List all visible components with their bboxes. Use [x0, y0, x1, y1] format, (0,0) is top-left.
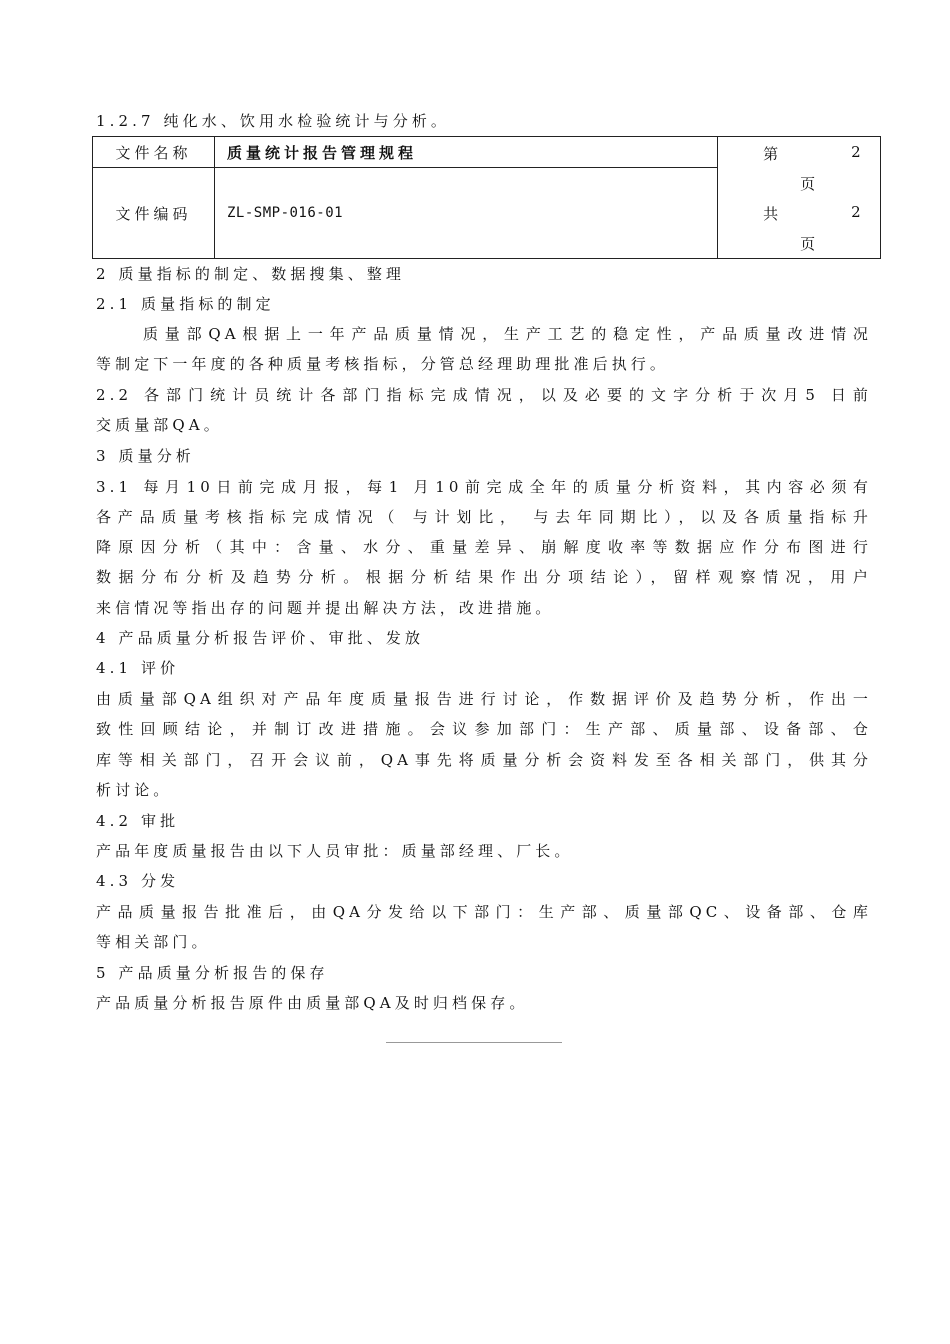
section-3-1-paragraph-line: 各产品质量考核指标完成情况（ 与计划比， 与去年同期比），以及各质量指标升 [96, 508, 872, 526]
page-total-number: 2 [851, 203, 861, 221]
page-current-number: 2 [851, 143, 861, 161]
section-3-1-paragraph-line: 3.1 每月10日前完成月报，每1 月10前完成全年的质量分析资料，其内容必须有 [96, 478, 872, 496]
section-2-1-title: 2.1 质量指标的制定 [96, 295, 275, 313]
file-name-value: 质量统计报告管理规程 [215, 137, 718, 168]
section-4-1-title: 4.1 评价 [96, 659, 180, 677]
page-total-label: 共 [763, 205, 779, 223]
section-2-2-paragraph-line: 2.2 各部门统计员统计各部门指标完成情况，以及必要的文字分析于次月5 日前 [96, 386, 872, 404]
section-4-1-paragraph-line: 致性回顾结论，并制订改进措施。会议参加部门：生产部、质量部、设备部、仓 [96, 720, 872, 738]
section-4-1-paragraph-line: 析讨论。 [96, 781, 173, 799]
section-5-paragraph-line: 产品质量分析报告原件由质量部QA及时归档保存。 [96, 994, 529, 1012]
section-3-1-paragraph-line: 降原因分析（其中：含量、水分、重量差异、崩解度收率等数据应作分布图进行 [96, 538, 872, 556]
page-current-label: 第 [763, 145, 779, 163]
page-unit-2: 页 [800, 235, 816, 253]
section-4-2-title: 4.2 审批 [96, 812, 180, 830]
section-4-title: 4 产品质量分析报告评价、审批、发放 [96, 629, 425, 647]
section-4-1-paragraph-line: 库等相关部门，召开会议前，QA事先将质量分析会资料发至各相关部门，供其分 [96, 751, 872, 769]
section-4-3-paragraph-line: 等相关部门。 [96, 933, 211, 951]
section-5-title: 5 产品质量分析报告的保存 [96, 964, 329, 982]
document-header-table [92, 136, 881, 259]
section-4-1-paragraph-line: 由质量部QA组织对产品年度质量报告进行讨论，作数据评价及趋势分析，作出一 [96, 690, 872, 708]
page-unit-1: 页 [800, 175, 816, 193]
section-4-3-paragraph-line: 产品质量报告批准后，由QA分发给以下部门：生产部、质量部QC、设备部、仓库 [96, 903, 872, 921]
section-2-2-paragraph-line: 交质量部QA。 [96, 416, 223, 434]
footer-divider [386, 1042, 562, 1043]
file-code-label: 文件编码 [93, 168, 215, 259]
section-4-2-paragraph-line: 产品年度质量报告由以下人员审批：质量部经理、厂长。 [96, 842, 574, 860]
section-heading-1-2-7: 1.2.7 纯化水、饮用水检验统计与分析。 [96, 112, 451, 130]
section-3-title: 3 质量分析 [96, 447, 195, 465]
section-3-1-paragraph-line: 来信情况等指出存的问题并提出解决方法，改进措施。 [96, 599, 555, 617]
section-4-3-title: 4.3 分发 [96, 872, 180, 890]
page-info-cell [718, 137, 881, 259]
section-2-1-paragraph-line: 质量部QA根据上一年产品质量情况，生产工艺的稳定性，产品质量改进情况 [143, 325, 872, 343]
section-3-1-paragraph-line: 数据分布分析及趋势分析。根据分析结果作出分项结论），留样观察情况，用户 [96, 568, 872, 586]
section-2-title: 2 质量指标的制定、数据搜集、整理 [96, 265, 406, 283]
file-name-label: 文件名称 [93, 137, 215, 168]
section-2-1-paragraph-line: 等制定下一年度的各种质量考核指标，分管总经理助理批准后执行。 [96, 355, 670, 373]
file-code-value: ZL-SMP-016-01 [215, 168, 718, 259]
